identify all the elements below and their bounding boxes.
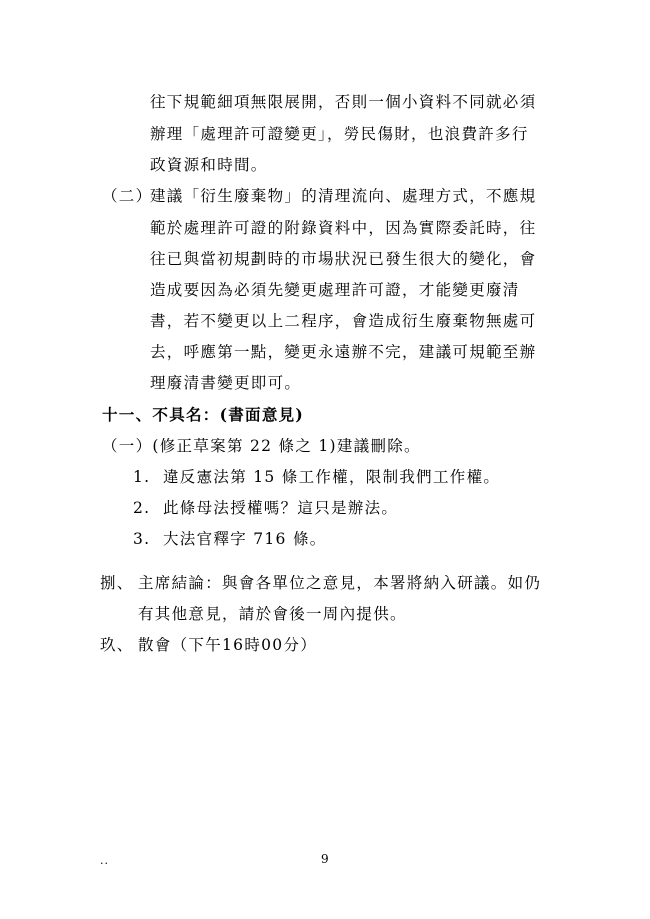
section-marker: 捌、 (100, 574, 134, 592)
paragraph-line: 範於處理許可證的附錄資料中，因為實際委託時，往 (150, 219, 537, 237)
paragraph-line: 往已與當初規劃時的市場狀況已發生很大的變化，會 (150, 250, 537, 268)
item-marker: （二） (102, 187, 153, 205)
paragraph-line: 辦理「處理許可證變更」，勞民傷財，也浪費許多行 (150, 125, 529, 143)
list-item: 此條母法授權嗎？這只是辦法。 (163, 499, 399, 517)
paragraph-line: 書，若不變更以上二程序，會造成衍生廢棄物無處可 (150, 312, 537, 330)
paragraph-line: 政資源和時間。 (150, 156, 268, 174)
list-number: 2. (133, 499, 151, 517)
paragraph-line: 造成要因為必須先變更處理許可證，才能變更廢清 (150, 281, 520, 299)
footer-dots: .. (100, 854, 109, 867)
section-marker: 玖、 (100, 636, 134, 654)
paragraph-line: 理廢清書變更即可。 (150, 374, 302, 392)
conclusion-line: 有其他意見，請於會後一周內提供。 (138, 605, 407, 623)
section-heading: 十一、不具名：(書面意見) (102, 405, 305, 424)
list-item: 違反憲法第 15 條工作權，限制我們工作權。 (163, 468, 501, 486)
paragraph-line: 去，呼應第一點，變更永遠辦不完，建議可規範至辦 (150, 343, 537, 361)
adjourn-line: 散會（下午16時00分） (138, 636, 318, 654)
list-number: 1. (133, 468, 151, 486)
paragraph-line: 往下規範細項無限展開，否則一個小資料不同就必須 (150, 93, 537, 111)
list-number: 3. (133, 530, 151, 548)
conclusion-line: 主席結論：與會各單位之意見，本署將納入研議。如仍 (138, 574, 542, 592)
page-number: 9 (321, 852, 329, 866)
sub-item: （一）(修正草案第 22 條之 1)建議刪除。 (102, 437, 421, 455)
paragraph-line: 建議「衍生廢棄物」的清理流向、處理方式，不應規 (150, 187, 537, 205)
list-item: 大法官釋字 716 條。 (163, 530, 327, 548)
